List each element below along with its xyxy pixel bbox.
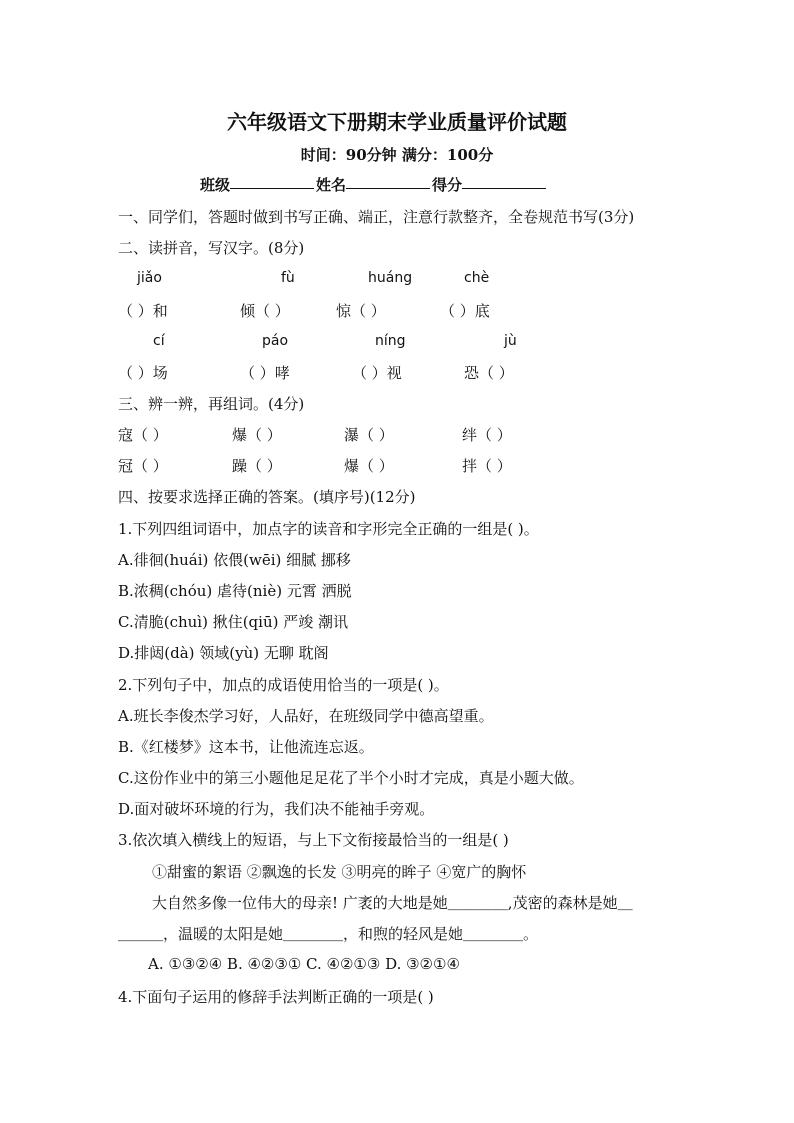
word-ban-1[interactable]: 绊（ ） [462,426,512,444]
word-kou[interactable]: 寇（ ） [118,426,168,444]
pinyin-ning: níng [375,333,406,349]
pinyin-huang: huáng [368,270,413,286]
q3-choices: A. ①③②④ B. ④②③① C. ④②①③ D. ③②①④ [148,955,460,973]
q3-passage-line-2: ＿＿＿，温暖的太阳是她＿＿＿＿，和煦的轻风是她＿＿＿＿。 [118,925,539,943]
blank-jiao-he[interactable]: （ ）和 [118,302,168,320]
q4-stem: 4.下面句子运用的修辞手法判断正确的一项是( ) [118,988,434,1006]
pinyin-fu: fù [281,270,295,286]
q1-option-d: D.排闼(dà) 领域(yù) 无聊 耽阁 [118,644,329,662]
q2-stem: 2.下列句子中，加点的成语使用恰当的一项是( )。 [118,676,449,694]
q3-passage-line-1: 大自然多像一位伟大的母亲! 广袤的大地是她＿＿＿＿,茂密的森林是她＿ [152,894,633,912]
name-label: 姓名 [316,176,347,194]
section-4-heading: 四、按要求选择正确的答案。(填序号)(12分) [118,488,416,506]
word-bao-2[interactable]: 爆（ ） [344,457,394,475]
q3-stem: 3.依次填入横线上的短语，与上下文衔接最恰当的一组是( ) [118,831,509,849]
q1-option-a: A.徘徊(huái) 依偎(wēi) 细腻 挪移 [118,551,351,569]
q1-stem: 1.下列四组词语中，加点字的读音和字形完全正确的一组是( )。 [118,520,539,538]
student-info-line [200,174,548,195]
pinyin-jiao: jiǎo [137,270,162,286]
score-field[interactable] [462,174,546,189]
q2-option-b: B.《红楼梦》这本书，让他流连忘返。 [118,738,374,756]
section-2-heading: 二、读拼音，写汉字。(8分) [118,239,305,257]
q2-option-a: A.班长李俊杰学习好，人品好，在班级同学中德高望重。 [118,707,494,725]
q3-phrases: ①甜蜜的絮语 ②飘逸的长发 ③明亮的眸子 ④宽广的胸怀 [152,863,527,881]
score-label: 得分 [432,176,463,194]
class-field[interactable] [230,174,314,189]
section-3-heading: 三、辨一辨，再组词。(4分) [118,395,305,413]
time-score-line: 时间：90分钟 满分：100分 [300,146,494,164]
word-pu[interactable]: 瀑（ ） [344,426,394,444]
page-title: 六年级语文下册期末学业质量评价试题 [227,110,567,134]
word-guan[interactable]: 冠（ ） [118,457,168,475]
class-label: 班级 [200,176,231,194]
word-ban-2[interactable]: 拌（ ） [462,457,512,475]
blank-pao-xiao[interactable]: （ ）哮 [240,364,290,382]
q1-option-c: C.清脆(chuì) 揪住(qiū) 严竣 潮讯 [118,613,349,631]
blank-che-di[interactable]: （ ）底 [440,302,490,320]
blank-jing-huang[interactable]: 惊（ ） [336,302,386,320]
blank-kong-ju[interactable]: 恐（ ） [464,364,514,382]
section-1-heading: 一、同学们，答题时做到书写正确、端正，注意行款整齐，全卷规范书写(3分) [118,208,635,226]
blank-qing-fu[interactable]: 倾（ ） [240,302,290,320]
q2-option-c: C.这份作业中的第三小题他足足花了半个小时才完成，真是小题大做。 [118,769,584,787]
word-zao[interactable]: 躁（ ） [232,457,282,475]
blank-ning-shi[interactable]: （ ）视 [352,364,402,382]
pinyin-ci: cí [153,333,165,349]
q1-option-b: B.浓稠(chóu) 虐待(niè) 元霄 洒脱 [118,582,352,600]
word-bao-1[interactable]: 爆（ ） [232,426,282,444]
pinyin-pao: páo [262,333,289,349]
pinyin-che: chè [464,270,490,286]
q2-option-d: D.面对破坏环境的行为，我们决不能袖手旁观。 [118,800,435,818]
name-field[interactable] [346,174,430,189]
blank-ci-chang[interactable]: （ ）场 [118,364,168,382]
pinyin-ju: jù [504,333,517,349]
